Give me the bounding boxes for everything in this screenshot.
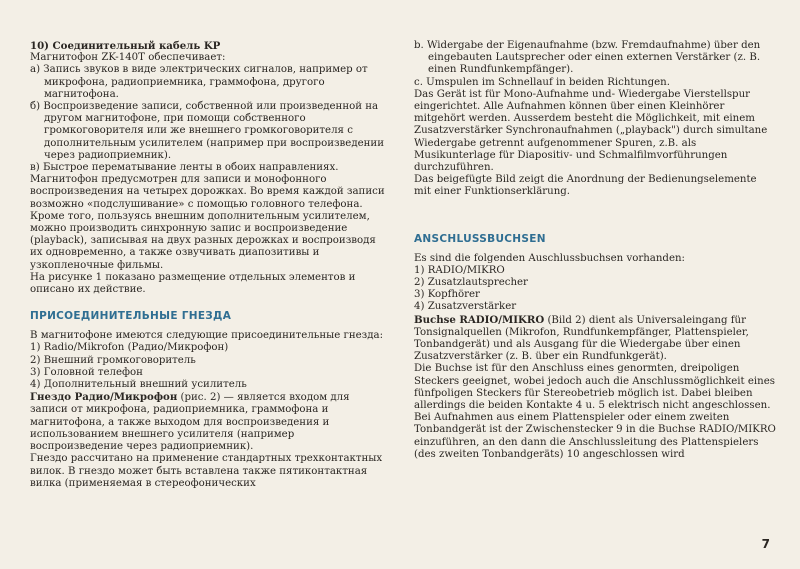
paragraph: Die Buchse ist für den Anschluss eines genormten, dreipoligen Steckers geeignet, wobei jedoch auch die Anschlussmöglichkeit eines fünfpoligen Steckers für Stereobetrieb möglich ist. Dabei bleiben allerdings die beiden Kontakte 4 u. 5 elektrisch nicht angeschlossen. [414,363,775,412]
paragraph: Магнитофон предусмотрен для записи и монофонного воспроизведения на четырех дорожках. Во время каждой записи возможно «подслушивание» с помощью головного телефона. [30,174,385,210]
page-number: 7 [761,537,770,551]
paragraph: Das beigefügte Bild zeigt die Anordnung der Bedienungselemente mit einer Funktionserklärung. [414,174,757,198]
paragraph: Das Gerät ist für Mono-Aufnahme und- Wiedergabe Vierstellspur eingerichtet. Alle Aufnahmen können über einen Kleinhörer mitgehört werden. Ausserdem besteht die Möglichkeit, mit einem Zusatzverstärker Synchronaufnahmen („playback") durch simultane Wiedergabe getrennt aufgenommener Spuren, z.B. als Musikunterlage für Diapositiv- und Schmalfilmvorführungen durchzuführen. [414,88,768,174]
paragraph: На рисунке 1 показано размещение отдельных элементов и описано их действие. [30,271,356,296]
section-title: 10) Соединительный кабель KP [30,40,221,52]
socket-item: 1) Radio/Mikrofon (Радио/Микрофон) [30,342,229,354]
socket-item: 4) Дополнительный внешний усилитель [30,379,247,391]
sockets-intro: Es sind die folgenden Auschlussbuchsen vorhanden: [414,252,685,264]
socket-text: (рис. 2) — является входом для записи от микрофона, радиоприемника, граммофона и магнитофона, а также выходом для воспроизведения и использованием внешнего усилителя (например воспроизведение через радиоприемник). [30,392,350,453]
socket-item: 1) RADIO/MIKRO [414,264,505,276]
list-item: б) Воспроизведение записи, собственной или произведенной на другом магнитофоне, при помощи собственного громкоговорителя или же внешнего громкоговорителя с дополнительным усилителем (например при воспроизведении через радиоприемник). [30,101,384,161]
socket-item: 3) Kopfhörer [414,289,480,301]
paragraph [414,314,776,364]
sockets-heading: ПРИСОЕДИНИТЕЛЬНЫЕ ГНЕЗДА [30,310,232,323]
paragraph: Гнездо рассчитано на применение стандартных трехконтактных вилок. В гнездо может быть вставлена также пятиконтактная вилка (применяемая в стереофонических [30,453,383,489]
socket-lead: Buchse RADIO/MIKRO [414,313,545,326]
list-item: c. Umspulen im Schnellauf in beiden Richtungen. [414,76,670,88]
socket-text: (Bild 2) dient als Universaleingang für Tonsignalquellen (Mikrofon, Rundfunkempfänger, Plattenspieler, Tonbandgerät) und als Ausgang für die Wiedergabe über einen Zusatzverstärker (z. B. über ein Rundfunkgerät). [414,314,749,363]
sockets-intro: В магнитофоне имеются следующие присоединительные гнезда: [30,330,384,342]
socket-item: 2) Zusatzlautsprecher [414,277,528,289]
socket-item: 4) Zusatzverstärker [414,301,517,313]
russian-column [30,40,390,490]
list-item: b. Widergabe der Eigenaufnahme (bzw. Fremdaufnahme) über den eingebauten Lautsprecher oder einen externen Verstärker (z. B. einen Rundfunkempfänger). [414,40,761,76]
socket-item: 2) Внешний громкоговоритель [30,354,196,366]
socket-item: 3) Головной телефон [30,366,143,378]
paragraph: Bei Aufnahmen aus einem Plattenspieler oder einem zweiten Tonbandgerät ist der Zwischenstecker 9 in die Buchse RADIO/MIKRO einzuführen, an den dann die Anschlussleitung des Plattenspielers (des zweiten Tonbandgeräts) 10 angeschlossen wird [414,412,776,460]
list-item: а) Запись звуков в виде электрических сигналов, например от микрофона, радиоприемника, граммофона, другого магнитофона. [30,64,368,100]
paragraph [30,391,390,453]
german-column [414,40,776,461]
list-item: в) Быстрое перематывание ленты в обоих направлениях. [30,162,339,174]
sockets-heading: ANSCHLUSSBUCHSEN [414,232,546,245]
socket-lead: Гнездо Радио/Микрофон [30,391,178,404]
paragraph: Кроме того, пользуясь внешним дополнительным усилителем, можно производить синхронную запис и воспроизведение (playback), записывая на двух разных дерожках и воспроизводя их одновременно, а также озвучивать диапозитивы и узкопленочные фильмы. [30,210,376,271]
intro-text: Магнитофон ZK-140T обеспечивает: [30,52,226,64]
